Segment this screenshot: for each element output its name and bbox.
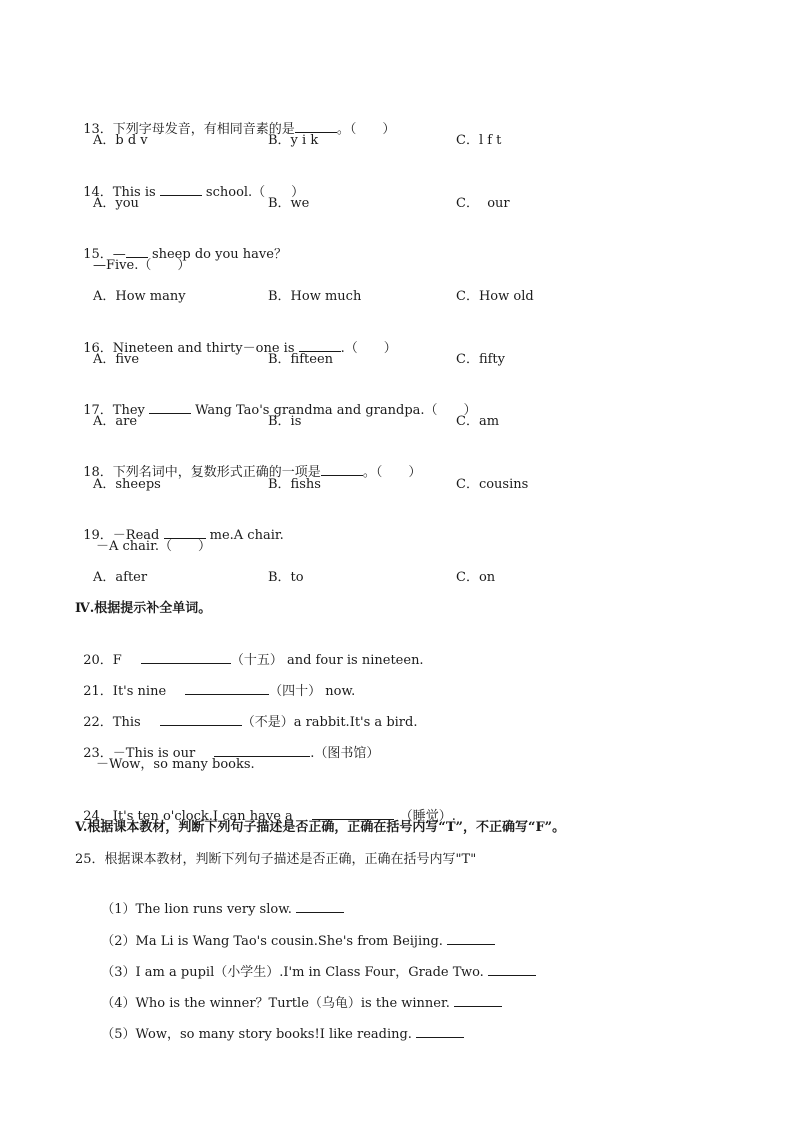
question-23: 23．－This is our .（图书馆）: [75, 725, 379, 763]
question-24: 24．It's ten o'clock.I can have a （睡觉）.: [75, 788, 456, 826]
answer-blank[interactable]: [149, 400, 191, 414]
option-c[interactable]: C．am: [456, 414, 500, 429]
section-5-title: V.根据课本教材，判断下列句子描述是否正确，正确在括号内写“T”，不正确写“F”。: [75, 820, 566, 835]
answer-blank[interactable]: [214, 743, 310, 757]
answer-blank[interactable]: [321, 462, 363, 476]
option-c[interactable]: C．fifty: [456, 352, 505, 367]
answer-blank[interactable]: [295, 119, 337, 133]
option-b[interactable]: B．fifteen: [268, 352, 334, 367]
question-19-line2: －A chair.（ ）: [96, 539, 212, 554]
answer-blank[interactable]: [312, 806, 394, 820]
true-false-item: （4）Who is the winner？Turtle（乌龟）is the winner.: [93, 975, 502, 1013]
answer-blank[interactable]: [185, 681, 269, 695]
answer-blank[interactable]: [141, 650, 231, 664]
option-c[interactable]: C．cousins: [456, 477, 529, 492]
answer-blank[interactable]: [416, 1024, 464, 1038]
true-false-item: （5）Wow，so many story books!I like reading.: [93, 1006, 464, 1044]
option-a[interactable]: A．sheeps: [93, 477, 161, 492]
question-15-stem: 15．— sheep do you have？: [75, 226, 287, 264]
option-a[interactable]: A．are: [93, 414, 138, 429]
option-b[interactable]: B．we: [268, 196, 310, 211]
answer-blank[interactable]: [126, 244, 148, 258]
option-a[interactable]: A．after: [93, 570, 148, 585]
answer-blank[interactable]: [299, 338, 341, 352]
option-a[interactable]: A．you: [93, 196, 139, 211]
answer-blank[interactable]: [488, 962, 536, 976]
true-false-item: （3）I am a pupil（小学生）.I'm in Class Four，Grade Two.: [93, 944, 536, 982]
section-4-title: Ⅳ.根据提示补全单词。: [75, 601, 212, 616]
question-19-stem: 19．－Read me.A chair.: [75, 507, 284, 545]
option-c[interactable]: C．How old: [456, 289, 534, 304]
question-13-stem: 13．下列字母发音，有相同音素的是 。（ ）: [75, 101, 395, 139]
question-23-line2: －Wow，so many books.: [96, 757, 255, 772]
answer-blank[interactable]: [164, 525, 206, 539]
question-17-stem: 17．They Wang Tao's grandma and grandpa.（ ）: [75, 382, 477, 420]
question-15-line2: —Five.（ ）: [93, 258, 191, 273]
true-false-item: （2）Ma Li is Wang Tao's cousin.She's from Beijing.: [93, 913, 495, 951]
true-false-item: （1）The lion runs very slow.: [93, 881, 344, 919]
answer-blank[interactable]: [454, 993, 502, 1007]
question-22: 22．This （不是）a rabbit.It's a bird.: [75, 694, 417, 732]
option-c[interactable]: C．on: [456, 570, 496, 585]
question-20: 20．F （十五） and four is nineteen.: [75, 632, 424, 670]
option-b[interactable]: B．to: [268, 570, 304, 585]
answer-blank[interactable]: [447, 931, 495, 945]
question-16-stem: 16．Nineteen and thirty－one is .（ ）: [75, 320, 397, 358]
option-b[interactable]: B．is: [268, 414, 302, 429]
answer-blank[interactable]: [160, 712, 242, 726]
question-18-stem: 18．下列名词中，复数形式正确的一项是 。（ ）: [75, 444, 421, 482]
question-21: 21．It's nine （四十） now.: [75, 663, 355, 701]
option-a[interactable]: A．five: [93, 352, 140, 367]
answer-blank[interactable]: [296, 899, 344, 913]
option-b[interactable]: B．How much: [268, 289, 362, 304]
option-c[interactable]: C． our: [456, 196, 510, 211]
option-b[interactable]: B．y i k: [268, 133, 319, 148]
option-a[interactable]: A．How many: [93, 289, 186, 304]
option-c[interactable]: C．l f t: [456, 133, 502, 148]
question-14-stem: 14．This is school.（ ）: [75, 164, 304, 202]
question-25-stem: 25．根据课本教材，判断下列句子描述是否正确，正确在括号内写"T": [75, 852, 477, 867]
option-b[interactable]: B．fishs: [268, 477, 321, 492]
option-a[interactable]: A．b d v: [93, 133, 148, 148]
answer-blank[interactable]: [160, 182, 202, 196]
